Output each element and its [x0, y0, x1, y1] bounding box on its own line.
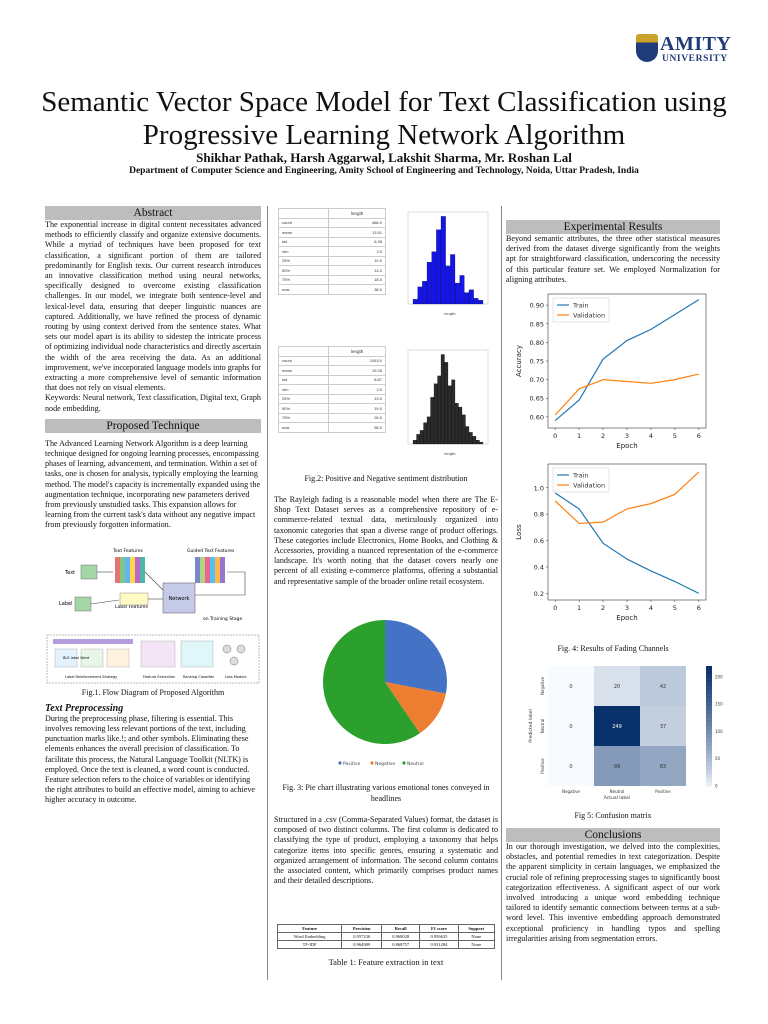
label-node — [75, 597, 91, 611]
table-cell: TF-IDF — [278, 941, 342, 949]
colorbar-segment — [706, 714, 712, 719]
accuracy-chart — [512, 288, 712, 458]
colorbar-segment — [706, 674, 712, 679]
legend-label: Train — [573, 301, 589, 310]
heatmap-cell-label: 0 — [569, 724, 573, 730]
y-tick-label: Negative — [540, 677, 545, 695]
confusion-matrix — [522, 660, 723, 810]
colorbar-segment — [706, 734, 712, 739]
x-axis-label: Epoch — [616, 614, 638, 622]
text-node — [81, 565, 97, 579]
table-cell: 0.964989 — [342, 941, 382, 949]
histogram-bar — [478, 300, 483, 304]
column-divider — [267, 206, 268, 980]
histogram-bar — [469, 290, 474, 304]
heatmap-cell-label: 0 — [569, 764, 573, 770]
flow-label-feat-ext: Feature Extraction — [143, 674, 176, 679]
flow-label-text-features: Text Features — [113, 548, 143, 554]
y-tick-label: 0.80 — [529, 338, 544, 347]
histogram-bar — [441, 354, 445, 444]
column-right — [506, 206, 720, 285]
stats-key: 50% — [279, 266, 329, 276]
heatmap-cell-label: 37 — [659, 724, 667, 730]
stats-row — [279, 256, 386, 266]
histogram-bar — [413, 299, 418, 304]
column-left — [45, 206, 261, 806]
proposed-body: The Advanced Learning Network Algorithm is a deep learning technique designed for ongoing learning processes, encompassing phases of learning, advancement, and termination. Within a set of tasks, one is chosen for analysis, typically employing the learning method. The model's capacity is incrementally expanded using the augmentation technique, incorporating new parameters derived from previously unstudied tasks. This expansion allows for learning from the current task's data without any negative impact from previously forgotten information. — [45, 438, 261, 530]
y-tick-label: 0.70 — [529, 376, 544, 385]
conclusions — [506, 828, 720, 944]
feature-table-header: Precision — [342, 925, 382, 933]
legend-label: Validation — [573, 311, 606, 320]
histogram-bar — [460, 275, 465, 304]
stats-value: 26.0 — [329, 413, 386, 423]
fig2-caption: Fig.2: Positive and Negative sentiment distribution — [304, 474, 468, 483]
logo-line2: UNIVERSITY — [662, 54, 728, 64]
feature-table — [277, 924, 495, 967]
stats-key: 75% — [279, 275, 329, 285]
y-tick-label: 0.4 — [533, 563, 544, 572]
x-tick-label: 4 — [648, 604, 654, 612]
colorbar-segment — [706, 722, 712, 727]
y-tick-label: 0.2 — [533, 589, 544, 598]
colorbar-segment — [706, 750, 712, 755]
paper-title: Semantic Vector Space Model for Text Classification using Progressive Learning Network Algorithm — [41, 86, 727, 151]
stats-key: min — [279, 247, 329, 257]
fig5-caption: Fig 5: Confusion matrix — [574, 811, 652, 820]
heatmap-cell-label: 83 — [659, 764, 667, 770]
colorbar-tick-label: 0 — [715, 783, 718, 789]
heatmap-cell-label: 99 — [613, 764, 621, 770]
colorbar-segment — [706, 698, 712, 703]
colorbar-segment — [706, 770, 712, 775]
series-line-validation — [555, 374, 699, 415]
colorbar-segment — [706, 706, 712, 711]
flow-label-guided: Guided Text Features — [187, 548, 235, 554]
colorbar-segment — [706, 666, 712, 671]
stats-value: 13.51 — [329, 228, 386, 238]
colorbar-segment — [706, 738, 712, 743]
colorbar-segment — [706, 758, 712, 763]
colorbar-segment — [706, 678, 712, 683]
flow-label-label-features: Label Features — [115, 604, 148, 610]
flow-label-wordlevel: BLE label Word — [63, 655, 90, 660]
proposed-heading: Proposed Technique — [45, 419, 261, 433]
flow-label-training: on Training Stage — [203, 616, 243, 622]
fig1-caption: Fig.1. Flow Diagram of Proposed Algorithm — [81, 687, 225, 697]
stats-table-2 — [278, 346, 386, 433]
colorbar-segment — [706, 686, 712, 691]
authors: Shikhar Pathak, Harsh Aggarwal, Lakshit Sharma, Mr. Roshan Lal — [196, 150, 572, 165]
histogram-bar — [474, 298, 479, 304]
stats-row — [279, 237, 386, 247]
series-line-train — [555, 493, 699, 593]
colorbar-segment — [706, 694, 712, 699]
heatmap-cell-label: 20 — [613, 684, 621, 690]
colorbar-segment — [706, 682, 712, 687]
stats-value: 19.0 — [329, 404, 386, 414]
legend-label: Neutral — [407, 762, 424, 767]
colorbar-tick-label: 200 — [715, 674, 723, 680]
x-tick-label: 0 — [553, 604, 558, 612]
feature-table-header: Support — [458, 925, 494, 933]
stats-value: 19.26 — [329, 366, 386, 376]
logo-line1: AMITY — [660, 33, 732, 55]
x-axis-label: Actual label — [603, 796, 631, 801]
stats-row — [279, 385, 386, 395]
heatmap-cell-label: 249 — [612, 724, 622, 730]
histogram-bar — [476, 440, 480, 444]
histogram-bar — [413, 440, 417, 444]
histogram-bar — [417, 434, 421, 444]
stats-value: 1063.0 — [329, 356, 386, 366]
experimental-heading: Experimental Results — [506, 220, 720, 234]
csv-text: Structured in a .csv (Comma-Separated Values) format, the dataset is composed of two distinct columns. The first column is dedicated to classifying the type of product, employing a taxonomy that helps categorize items into specific genres, ensuring a systematic and organized arrangement of information. The second column contains the associated content, which primarily comprises product names and their detailed descriptions. — [274, 815, 498, 886]
histogram-bar — [436, 230, 441, 304]
stats-value: 468.0 — [329, 218, 386, 228]
y-tick-label: 0.6 — [533, 537, 544, 546]
y-tick-label: Neutral — [540, 718, 545, 734]
colorbar-tick-label: 50 — [715, 756, 721, 762]
histogram-bar — [448, 386, 452, 444]
legend-label: Validation — [573, 481, 606, 490]
fig4-caption-wrap — [506, 644, 720, 654]
stats-value: 6.38 — [329, 237, 386, 247]
conclusions-heading: Conclusions — [506, 828, 720, 842]
colorbar-segment — [706, 710, 712, 715]
stats-value: 2.0 — [329, 385, 386, 395]
pie-chart — [310, 610, 460, 770]
histogram-bar — [427, 262, 432, 304]
x-tick-label: 3 — [624, 432, 630, 440]
x-tick-label: 1 — [577, 432, 582, 440]
flow-label-label-rein: Label Reinforcement Strategy — [65, 674, 118, 679]
colorbar-segment — [706, 730, 712, 735]
keywords: Keywords: Neural network, Text classification, Digital text, Graph node embedding. — [45, 393, 261, 413]
x-tick-label: 6 — [696, 432, 701, 440]
amity-logo — [636, 34, 748, 70]
y-tick-label: 0.75 — [529, 357, 544, 366]
department: Department of Computer Science and Engineering, Amity School of Engineering and Technology, Noida, Uttar Pradesh, India — [129, 166, 639, 176]
histogram-bar — [438, 376, 442, 444]
flow-label-network: Network — [168, 595, 190, 602]
histogram-bar — [420, 430, 424, 444]
stats-key: min — [279, 385, 329, 395]
x-axis-label: Epoch — [616, 442, 638, 450]
x-tick-label: Neutral — [609, 789, 625, 794]
y-axis-label: Accuracy — [515, 345, 523, 377]
shield-icon — [636, 34, 658, 62]
legend-marker — [402, 761, 405, 764]
preprocessing-heading: Text Preprocessing — [45, 702, 124, 714]
x-tick-label: 4 — [648, 432, 654, 440]
histogram-bar — [445, 362, 449, 444]
histogram-bar — [480, 442, 484, 444]
stats-key: count — [279, 356, 329, 366]
flow-label-label: Label — [59, 600, 73, 607]
pie-slice-positive — [385, 620, 447, 694]
x-tick-label: 5 — [672, 432, 677, 440]
histogram-bar — [459, 407, 463, 444]
table-cell: 0.868757 — [382, 941, 420, 949]
stats-value: 14.0 — [329, 266, 386, 276]
stats-row — [279, 356, 386, 366]
stats-key: max — [279, 285, 329, 295]
heatmap-cell-label: 0 — [569, 684, 573, 690]
x-tick-label: 5 — [672, 604, 677, 612]
stats-value: 56.0 — [329, 423, 386, 433]
colorbar-segment — [706, 702, 712, 707]
feature-table-header: Recall — [382, 925, 420, 933]
stats-table-1 — [278, 208, 386, 295]
stats-key: 50% — [279, 404, 329, 414]
y-tick-label: 0.85 — [529, 320, 544, 329]
stats-row — [279, 275, 386, 285]
experimental-body: Beyond semantic attributes, the three other statistical measures derived from the dataset diverge significantly from the weights apt for straightforward classification, underscoring the necessity of this particular feature set. We employed Normalization for aligning attributes. — [506, 234, 720, 284]
stats-key: std — [279, 237, 329, 247]
stats-row — [279, 366, 386, 376]
colorbar-segment — [706, 690, 712, 695]
stats-row — [279, 228, 386, 238]
y-tick-label: 1.0 — [533, 484, 544, 493]
stats-row — [279, 247, 386, 257]
y-axis-label: Loss — [515, 524, 523, 540]
colorbar-segment — [706, 742, 712, 747]
table-cell: 0.957230 — [342, 933, 382, 941]
stats-row — [279, 266, 386, 276]
column-divider — [501, 206, 502, 980]
stats-key: count — [279, 218, 329, 228]
stats-row — [279, 375, 386, 385]
table-cell: None — [458, 941, 494, 949]
colorbar-segment — [706, 754, 712, 759]
stats-key: mean — [279, 228, 329, 238]
table-cell: 0.931284 — [420, 941, 458, 949]
stats-value: 13.0 — [329, 394, 386, 404]
stats-row — [279, 285, 386, 295]
x-tick-label: 3 — [624, 604, 630, 612]
table-cell: 0.956635 — [420, 933, 458, 941]
fig3-caption-wrap — [274, 782, 498, 804]
stats-row — [279, 394, 386, 404]
rayleigh-text: The Rayleigh fading is a reasonable model when there are The E-Shop Text Dataset serves as a comprehensive repository of e-commerce-related textual data, meticulously organized into taxonomic categories that span a diverse range of product offerings. These categories include Electronics, Home Books, and Clothing & Accessories, providing a nuanced representation of the e-commerce landscape. It's worth noting that the dataset covers nearly one percent of all existing e-commerce platforms, offering a substantial and representative sample of the broader online retail ecosystem. — [274, 495, 498, 586]
feature-table-header: Feature — [278, 925, 342, 933]
fig3-caption: Fig. 3: Pie chart illustrating various emotional tones conveyed in headlines — [282, 783, 490, 803]
histogram-bar — [427, 417, 431, 444]
y-tick-label: 0.65 — [529, 394, 544, 403]
x-tick-label: 0 — [553, 432, 558, 440]
flow-diagram — [45, 545, 261, 685]
colorbar-segment — [706, 670, 712, 675]
colorbar-segment — [706, 718, 712, 723]
y-tick-label: Positive — [540, 758, 545, 774]
histogram-1 — [398, 208, 492, 318]
loss-chart — [512, 458, 712, 630]
colorbar-segment — [706, 762, 712, 767]
fig2-caption-wrap — [274, 474, 498, 484]
histogram-2 — [398, 346, 492, 458]
abstract-heading: Abstract — [45, 206, 261, 220]
histogram-bar — [473, 436, 477, 444]
histogram-bar — [450, 254, 455, 304]
fig4-caption: Fig. 4: Results of Fading Channels — [557, 644, 669, 653]
stats-value: 18.0 — [329, 275, 386, 285]
table1-caption: Table 1: Feature extraction in text — [328, 957, 444, 967]
flow-label-loss: Loss Module — [225, 674, 247, 679]
table-cell: 0.968028 — [382, 933, 420, 941]
histogram-bar — [422, 281, 427, 304]
y-tick-label: 0.90 — [529, 301, 544, 310]
x-tick-label: 1 — [577, 604, 582, 612]
x-tick-label: 2 — [600, 604, 606, 612]
stats-header: length — [329, 347, 386, 357]
histogram-bar — [455, 403, 459, 444]
legend-label: Positive — [343, 762, 361, 767]
histogram-bar — [446, 266, 451, 304]
histogram-bar — [452, 380, 456, 444]
y-tick-label: 0.60 — [529, 413, 544, 422]
colorbar-tick-label: 100 — [715, 728, 723, 734]
histogram-xlabel: length — [444, 312, 456, 316]
abstract-body: The exponential increase in digital content necessitates advanced methods to efficiently classify and organize extensive documents. While a myriad of techniques have been proposed for text classification, a significant portion of them are tailored predominantly for English texts. Our current research introduces an innovative classification method using neural networks, specifically designed to overcome existing classification challenges. In our model, we integrate both sentence-level and lexical-level data, ensuring that deeper linguistic nuances are captured. Additionally, we have refined the process of dynamic routing by using context derived from the sentence states. What sets our model apart is its ability to sidestep the intricate process of optimizing individual node characteristics and directly ascertain the width of the area receiving the data. As an additional improvement, we've incorporated language models into graphs for extracting a more comprehensive level of semantic information that does not rely on visual elements. — [45, 220, 261, 393]
stats-key: std — [279, 375, 329, 385]
colorbar-segment — [706, 726, 712, 731]
stats-key: mean — [279, 366, 329, 376]
histogram-bar — [418, 287, 423, 304]
x-tick-label: 2 — [600, 432, 606, 440]
histogram-bar — [455, 283, 460, 304]
colorbar-segment — [706, 746, 712, 751]
stats-row — [279, 404, 386, 414]
histogram-bar — [432, 252, 437, 304]
stats-key: 25% — [279, 256, 329, 266]
y-axis-label: Predicted label — [529, 709, 534, 743]
conclusions-body: In our thorough investigation, we delved into the complexities, obstacles, and potential remedies in text categorization. Despite the apparent simplicity in certain languages, we emphasized the crucial role of refining preprocessing stages to significantly boost categorization effectiveness. A significant aspect of our work involved introducing a unique word embedding technique tailored to identify semantic connections between terms at a sub-word level. This inventive embedding approach demonstrated exceptional proficiency in handling typos and spelling irregularities arising from segmentation errors. — [506, 842, 720, 943]
table-row — [278, 941, 495, 949]
legend-marker — [338, 761, 341, 764]
stats-row — [279, 423, 386, 433]
histogram-bar — [462, 415, 466, 444]
colorbar-segment — [706, 782, 712, 787]
text-feature-strip — [115, 557, 145, 583]
preprocessing-body: During the preprocessing phase, filtering is essential. This involves removing less relevant portions of the text, including punctuation marks like.!; and other symbols. Eliminating these elements enhances the overall precision of classification. To facilitate this process, the Natural Language Toolkit (NLTK) is employed. Once the text is cleaned, a word count is conducted. Feature selection refers to the choice of variables or identifying the right attributes to build an effective model, aiming to achieve higher accuracy in outcome. — [45, 713, 255, 805]
guided-feature-strip — [195, 557, 225, 583]
legend-label: Train — [573, 471, 589, 480]
table-row — [278, 933, 495, 941]
stats-key: 25% — [279, 394, 329, 404]
histogram-bar — [431, 397, 435, 444]
x-tick-label: Positive — [655, 789, 671, 794]
y-tick-label: 0.8 — [533, 510, 544, 519]
colorbar-tick-label: 150 — [715, 701, 723, 707]
legend-label: Negative — [375, 762, 396, 767]
histogram-bar — [464, 293, 469, 304]
flow-label-ranking: Ranking Classifier — [183, 674, 215, 679]
stats-row — [279, 218, 386, 228]
heatmap-cell-label: 42 — [659, 684, 667, 690]
x-tick-label: Negative — [562, 789, 580, 794]
fig5-caption-wrap — [506, 811, 720, 821]
flow-label-text: Text — [65, 569, 76, 576]
histogram-xlabel: length — [444, 452, 456, 456]
table-cell: Word Embedding — [278, 933, 342, 941]
histogram-bar — [469, 432, 473, 444]
colorbar-segment — [706, 778, 712, 783]
table-cell: None — [458, 933, 494, 941]
x-tick-label: 6 — [696, 604, 701, 612]
stats-row — [279, 413, 386, 423]
stats-key: 75% — [279, 413, 329, 423]
colorbar-segment — [706, 774, 712, 779]
colorbar-segment — [706, 766, 712, 771]
stats-value: 2.0 — [329, 247, 386, 257]
legend-marker — [370, 761, 373, 764]
histogram-bar — [424, 423, 428, 444]
label-feature-box — [120, 593, 148, 605]
stats-header: length — [329, 209, 386, 219]
stats-value: 10.0 — [329, 256, 386, 266]
feature-table-header: F1 score — [420, 925, 458, 933]
histogram-bar — [441, 216, 446, 304]
histogram-bar — [466, 426, 470, 444]
stats-value: 8.87 — [329, 375, 386, 385]
stats-key: max — [279, 423, 329, 433]
histogram-bar — [434, 384, 438, 444]
stats-value: 38.0 — [329, 285, 386, 295]
